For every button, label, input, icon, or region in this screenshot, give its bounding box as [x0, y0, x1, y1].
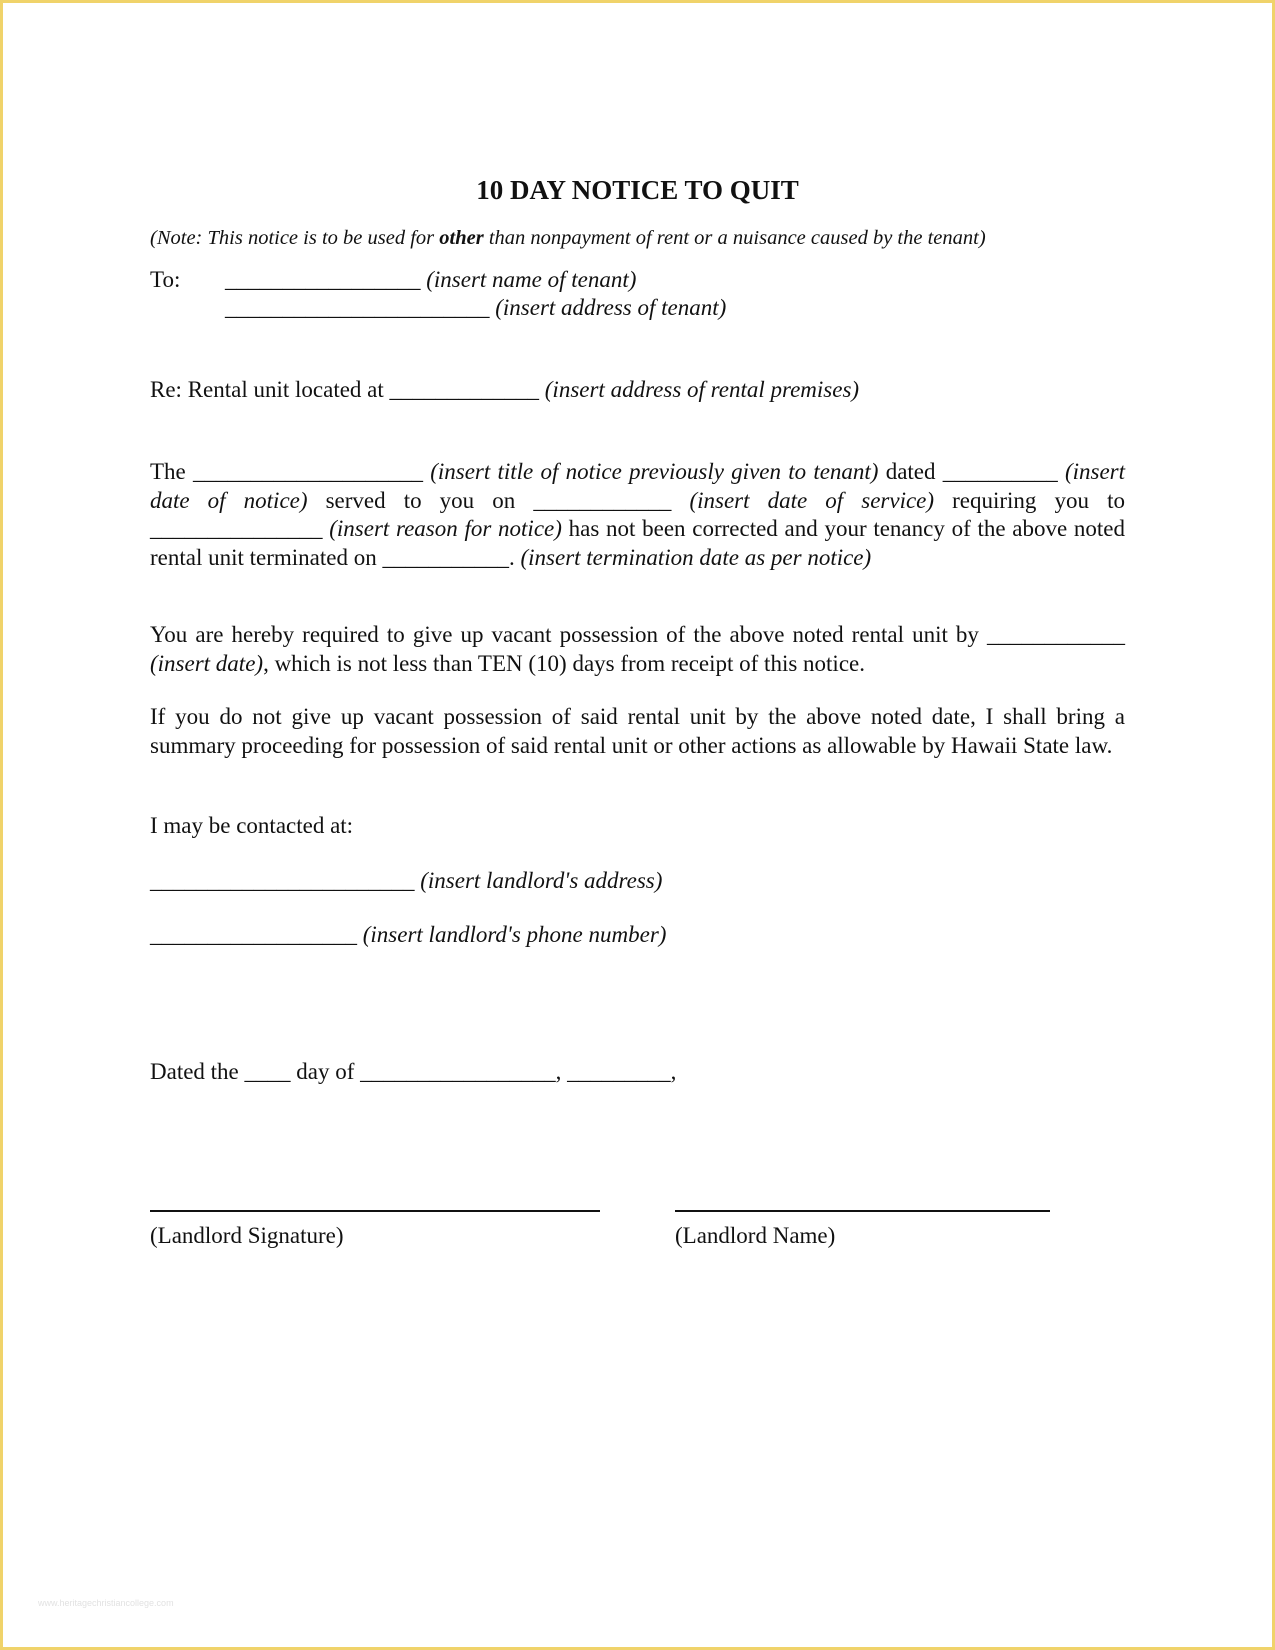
notice-date-blank: __________ [942, 459, 1058, 484]
p1-text-3: served to you on [307, 487, 534, 513]
note-emphasis: other [439, 227, 484, 249]
usage-note [150, 224, 1125, 253]
landlord-address-blank: _______________________ [150, 868, 415, 893]
vacate-date-blank: ____________ [987, 622, 1125, 647]
p1-text-2: dated [878, 459, 943, 484]
rental-address-hint: (insert address of rental premises) [544, 377, 860, 402]
termination-date-hint: (insert termination date as per notice) [520, 544, 872, 570]
landlord-signature-label: (Landlord Signature) [150, 1223, 344, 1248]
service-date-hint: (insert date of service) [689, 487, 935, 513]
landlord-phone-blank: __________________ [150, 922, 357, 947]
tenant-address-blank: _______________________ [225, 295, 490, 320]
name-line [675, 1210, 1050, 1212]
p1-text-1: The [150, 459, 193, 484]
document-title: 10 DAY NOTICE TO QUIT [476, 175, 799, 205]
reason-blank: _______________ [150, 516, 323, 541]
notice-date-hint: (insert date of notice) [150, 459, 1126, 513]
p1-text-4: requiring you to [934, 487, 1125, 513]
p1-text-5: has not been corrected and your tenancy of the above noted rental unit terminated on [150, 516, 1126, 570]
vacate-date-hint: (insert date) [150, 650, 264, 676]
signature-line [150, 1210, 600, 1212]
landlord-phone-line [150, 921, 1125, 950]
notice-title-hint: (insert title of notice previously given to tenant) [430, 459, 879, 484]
paragraph-notice-terms [150, 458, 1125, 572]
tenant-name-hint: (insert name of tenant) [426, 267, 637, 292]
tenant-name-line [225, 266, 636, 295]
reason-hint: (insert reason for notice) [329, 516, 562, 541]
note-text-2: than nonpayment of rent or a nuisance caused by the tenant) [483, 227, 986, 249]
paragraph-legal-action: If you do not give up vacant possession of said rental unit by the above noted date, I shall bring a summary proceeding for possession of said rental unit or other actions as allowable by Hawaii State law. [150, 704, 1125, 758]
to-label: To: [150, 267, 181, 292]
re-line [150, 376, 1125, 405]
dated-line: Dated the ____ day of _________________, _________, [150, 1059, 677, 1084]
landlord-name-label: (Landlord Name) [675, 1223, 836, 1248]
p2-text-1: You are hereby required to give up vacant possession of the above noted rental unit by [150, 622, 987, 647]
tenant-name-blank: _________________ [225, 267, 421, 292]
tenant-address-hint: (insert address of tenant) [495, 295, 727, 320]
paragraph-vacate-requirement [150, 621, 1125, 678]
landlord-address-hint: (insert landlord's address) [420, 868, 663, 893]
notice-title-blank: ____________________ [192, 459, 423, 484]
re-text: Re: Rental unit located at [150, 377, 390, 402]
watermark-text: www.heritagechristiancollege.com [38, 1598, 174, 1608]
note-text-1: (Note: This notice is to be used for [150, 227, 440, 249]
landlord-address-line [150, 867, 1125, 896]
service-date-blank: ____________ [533, 487, 672, 513]
termination-date-blank: ___________ [382, 544, 509, 570]
contact-intro: I may be contacted at: [150, 813, 354, 838]
rental-address-blank: _____________ [389, 377, 540, 402]
landlord-phone-hint: (insert landlord's phone number) [362, 922, 667, 947]
p2-text-2: , which is not less than TEN (10) days from receipt of this notice. [263, 650, 865, 676]
tenant-address-line [225, 294, 726, 323]
p1-text-6: . [508, 544, 521, 570]
